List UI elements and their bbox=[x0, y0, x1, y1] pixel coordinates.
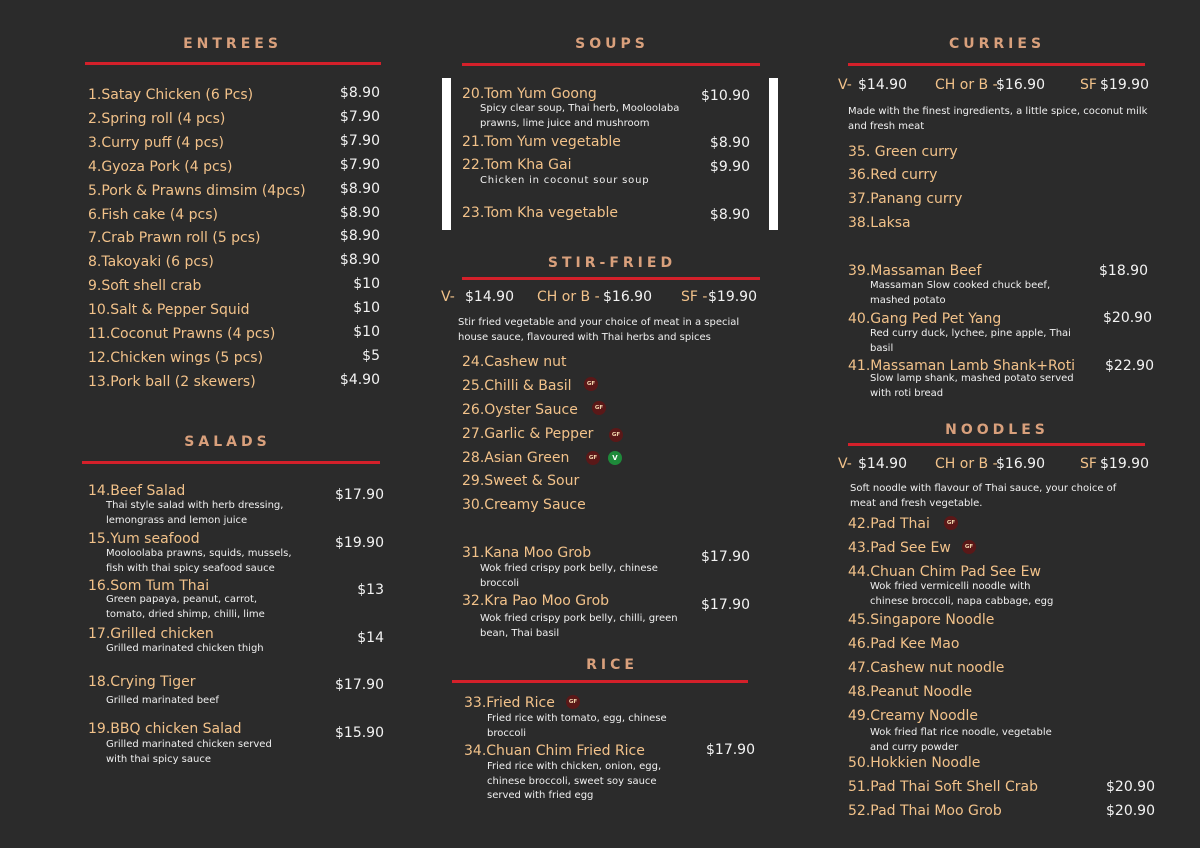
menu-item: 51.Pad Thai Soft Shell Crab bbox=[848, 779, 1039, 795]
gluten-free-badge: GF bbox=[566, 695, 580, 709]
gluten-free-badge: GF bbox=[944, 516, 958, 530]
menu-item: 1.Satay Chicken (6 Pcs) bbox=[88, 87, 254, 103]
item-price: $8.90 bbox=[339, 181, 380, 197]
menu-item: 12.Chicken wings (5 pcs) bbox=[88, 350, 264, 366]
stir-fried-ch-label: CH or B - bbox=[537, 289, 600, 305]
item-description: Chicken in coconut sour soup bbox=[480, 175, 650, 186]
item-price: $9.90 bbox=[709, 159, 750, 175]
menu-item: 36.Red curry bbox=[848, 167, 938, 183]
menu-item: 38.Laksa bbox=[848, 215, 911, 231]
soups-box-right-bar bbox=[769, 78, 778, 230]
menu-item: 50.Hokkien Noodle bbox=[848, 755, 981, 771]
stir-fried-v-label: V- bbox=[441, 289, 455, 305]
item-price: $20.90 bbox=[1103, 310, 1152, 326]
item-description: Spicy clear soup, Thai herb, Mooloolaba prawns, lime juice and mushroom bbox=[480, 103, 680, 129]
item-price: $22.90 bbox=[1105, 358, 1154, 374]
gluten-free-badge: GF bbox=[609, 428, 623, 442]
item-description: Fried rice with chicken, onion, egg, chinese broccoli, sweet soy sauce served with fried egg bbox=[487, 761, 662, 801]
menu-item: 23.Tom Kha vegetable bbox=[462, 205, 619, 221]
vegetarian-badge: V bbox=[608, 451, 622, 465]
curries-heading: CURRIES bbox=[948, 36, 1046, 52]
item-price: $17.90 bbox=[335, 487, 384, 503]
noodles-note: Soft noodle with flavour of Thai sauce, your choice of meat and fresh vegetable. bbox=[850, 483, 1117, 509]
item-price: $8.90 bbox=[339, 205, 380, 221]
menu-item: 19.BBQ chicken Salad bbox=[88, 721, 242, 737]
noodles-sf-label: SF bbox=[1080, 456, 1097, 472]
item-price: $18.90 bbox=[1099, 263, 1148, 279]
menu-item: 13.Pork ball (2 skewers) bbox=[88, 374, 256, 390]
stir-fried-heading: STIR-FRIED bbox=[547, 255, 677, 271]
stir-fried-sf-price: $19.90 bbox=[708, 289, 757, 305]
menu-item: 4.Gyoza Pork (4 pcs) bbox=[88, 159, 233, 175]
item-price: $10.90 bbox=[701, 88, 750, 104]
menu-item: 37.Panang curry bbox=[848, 191, 963, 207]
item-description: Slow lamp shank, mashed potato served with roti bread bbox=[870, 373, 1074, 399]
menu-item: 29.Sweet & Sour bbox=[462, 473, 580, 489]
curries-v-label: V- bbox=[838, 77, 852, 93]
item-price: $13 bbox=[357, 582, 384, 598]
item-price: $8.90 bbox=[339, 252, 380, 268]
item-price: $8.90 bbox=[339, 85, 380, 101]
item-description: Thai style salad with herb dressing, lemongrass and lemon juice bbox=[106, 500, 284, 526]
menu-item: 3.Curry puff (4 pcs) bbox=[88, 135, 225, 151]
noodles-ch-price: $16.90 bbox=[996, 456, 1045, 472]
menu-item: 28.Asian Green bbox=[462, 450, 570, 466]
item-price: $8.90 bbox=[709, 207, 750, 223]
item-price: $17.90 bbox=[701, 597, 750, 613]
menu-item: 20.Tom Yum Goong bbox=[462, 86, 597, 102]
menu-item: 27.Garlic & Pepper bbox=[462, 426, 594, 442]
item-description: Grilled marinated chicken thigh bbox=[106, 643, 264, 654]
menu-item: 47.Cashew nut noodle bbox=[848, 660, 1005, 676]
menu-item: 21.Tom Yum vegetable bbox=[462, 134, 621, 150]
item-price: $10 bbox=[353, 276, 380, 292]
soups-divider bbox=[462, 63, 760, 66]
menu-item: 9.Soft shell crab bbox=[88, 278, 202, 294]
item-price: $17.90 bbox=[706, 742, 755, 758]
gluten-free-badge: GF bbox=[592, 401, 606, 415]
menu-item: 45.Singapore Noodle bbox=[848, 612, 995, 628]
menu-item: 39.Massaman Beef bbox=[848, 263, 982, 279]
curries-divider bbox=[848, 63, 1145, 66]
item-description: Red curry duck, lychee, pine apple, Thai basil bbox=[870, 328, 1071, 354]
noodles-heading: NOODLES bbox=[945, 422, 1049, 438]
menu-item: 48.Peanut Noodle bbox=[848, 684, 973, 700]
item-price: $4.90 bbox=[339, 372, 380, 388]
soups-box-left-bar bbox=[442, 78, 451, 230]
curries-v-price: $14.90 bbox=[858, 77, 907, 93]
menu-item: 24.Cashew nut bbox=[462, 354, 567, 370]
gluten-free-badge: GF bbox=[962, 540, 976, 554]
item-description: Mooloolaba prawns, squids, mussels, fish with thai spicy seafood sauce bbox=[106, 548, 292, 574]
menu-item: 52.Pad Thai Moo Grob bbox=[848, 803, 1002, 819]
item-description: Wok fried flat rice noodle, vegetable and curry powder bbox=[870, 727, 1052, 753]
curries-note: Made with the finest ingredients, a little spice, coconut milk and fresh meat bbox=[848, 106, 1148, 132]
rice-divider bbox=[452, 680, 748, 683]
noodles-ch-label: CH or B - bbox=[935, 456, 998, 472]
item-description: Grilled marinated beef bbox=[106, 695, 219, 706]
noodles-divider bbox=[848, 443, 1145, 446]
curries-ch-price: $16.90 bbox=[996, 77, 1045, 93]
item-price: $19.90 bbox=[335, 535, 384, 551]
item-description: Green papaya, peanut, carrot, tomato, dried shimp, chilli, lime bbox=[106, 594, 265, 620]
menu-item: 35. Green curry bbox=[848, 144, 958, 160]
menu-item: 33.Fried Rice bbox=[464, 695, 555, 711]
soups-heading: SOUPS bbox=[575, 36, 649, 52]
menu-item: 41.Massaman Lamb Shank+Roti bbox=[848, 358, 1076, 374]
menu-item: 11.Coconut Prawns (4 pcs) bbox=[88, 326, 276, 342]
menu-item: 16.Som Tum Thai bbox=[88, 578, 210, 594]
item-price: $7.90 bbox=[339, 157, 380, 173]
item-price: $10 bbox=[353, 324, 380, 340]
menu-item: 2.Spring roll (4 pcs) bbox=[88, 111, 226, 127]
curries-sf-label: SF bbox=[1080, 77, 1097, 93]
stir-fried-divider bbox=[462, 277, 760, 280]
curries-sf-price: $19.90 bbox=[1100, 77, 1149, 93]
item-description: Wok fried crispy pork belly, chinese broccoli bbox=[480, 563, 658, 589]
menu-item: 8.Takoyaki (6 pcs) bbox=[88, 254, 214, 270]
item-price: $17.90 bbox=[335, 677, 384, 693]
menu-item: 34.Chuan Chim Fried Rice bbox=[464, 743, 645, 759]
menu-item: 22.Tom Kha Gai bbox=[462, 157, 572, 173]
stir-fried-v-price: $14.90 bbox=[465, 289, 514, 305]
menu-item: 6.Fish cake (4 pcs) bbox=[88, 207, 219, 223]
menu-item: 5.Pork & Prawns dimsim (4pcs) bbox=[88, 183, 306, 199]
item-price: $5 bbox=[362, 348, 380, 364]
gluten-free-badge: GF bbox=[584, 377, 598, 391]
item-description: Fried rice with tomato, egg, chinese broccoli bbox=[487, 713, 667, 739]
stir-fried-ch-price: $16.90 bbox=[603, 289, 652, 305]
curries-ch-label: CH or B - bbox=[935, 77, 998, 93]
item-price: $17.90 bbox=[701, 549, 750, 565]
menu-item: 44.Chuan Chim Pad See Ew bbox=[848, 564, 1041, 580]
menu-item: 10.Salt & Pepper Squid bbox=[88, 302, 250, 318]
gluten-free-badge: GF bbox=[586, 451, 600, 465]
item-description: Wok fried vermicelli noodle with chinese broccoli, napa cabbage, egg bbox=[870, 581, 1054, 607]
menu-item: 32.Kra Pao Moo Grob bbox=[462, 593, 610, 609]
menu-item: 18.Crying Tiger bbox=[88, 674, 196, 690]
entrees-divider bbox=[85, 62, 381, 65]
item-description: Grilled marinated chicken served with thai spicy sauce bbox=[106, 739, 272, 765]
menu-item: 25.Chilli & Basil bbox=[462, 378, 572, 394]
menu-item: 40.Gang Ped Pet Yang bbox=[848, 311, 1002, 327]
item-description: Wok fried crispy pork belly, chilli, green bean, Thai basil bbox=[480, 613, 678, 639]
menu-item: 31.Kana Moo Grob bbox=[462, 545, 592, 561]
item-price: $10 bbox=[353, 300, 380, 316]
item-price: $20.90 bbox=[1106, 779, 1155, 795]
noodles-v-price: $14.90 bbox=[858, 456, 907, 472]
menu-item: 43.Pad See Ew bbox=[848, 540, 951, 556]
stir-fried-note: Stir fried vegetable and your choice of meat in a special house sauce, flavoured with Thai herbs and spices bbox=[458, 317, 740, 343]
menu-item: 46.Pad Kee Mao bbox=[848, 636, 960, 652]
item-price: $20.90 bbox=[1106, 803, 1155, 819]
item-description: Massaman Slow cooked chuck beef, mashed potato bbox=[870, 280, 1051, 306]
rice-heading: RICE bbox=[586, 657, 638, 673]
menu-item: 14.Beef Salad bbox=[88, 483, 186, 499]
item-price: $14 bbox=[357, 630, 384, 646]
menu-item: 26.Oyster Sauce bbox=[462, 402, 578, 418]
noodles-v-label: V- bbox=[838, 456, 852, 472]
menu-item: 49.Creamy Noodle bbox=[848, 708, 979, 724]
menu-item: 42.Pad Thai bbox=[848, 516, 930, 532]
salads-heading: SALADS bbox=[184, 434, 271, 450]
entrees-heading: ENTREES bbox=[183, 36, 282, 52]
menu-item: 30.Creamy Sauce bbox=[462, 497, 586, 513]
noodles-sf-price: $19.90 bbox=[1100, 456, 1149, 472]
menu-item: 7.Crab Prawn roll (5 pcs) bbox=[88, 230, 261, 246]
item-price: $8.90 bbox=[339, 228, 380, 244]
stir-fried-sf-label: SF - bbox=[681, 289, 708, 305]
item-price: $15.90 bbox=[335, 725, 384, 741]
menu-item: 17.Grilled chicken bbox=[88, 626, 214, 642]
item-price: $8.90 bbox=[709, 135, 750, 151]
salads-divider bbox=[82, 461, 380, 464]
menu-item: 15.Yum seafood bbox=[88, 531, 200, 547]
item-price: $7.90 bbox=[339, 109, 380, 125]
item-price: $7.90 bbox=[339, 133, 380, 149]
